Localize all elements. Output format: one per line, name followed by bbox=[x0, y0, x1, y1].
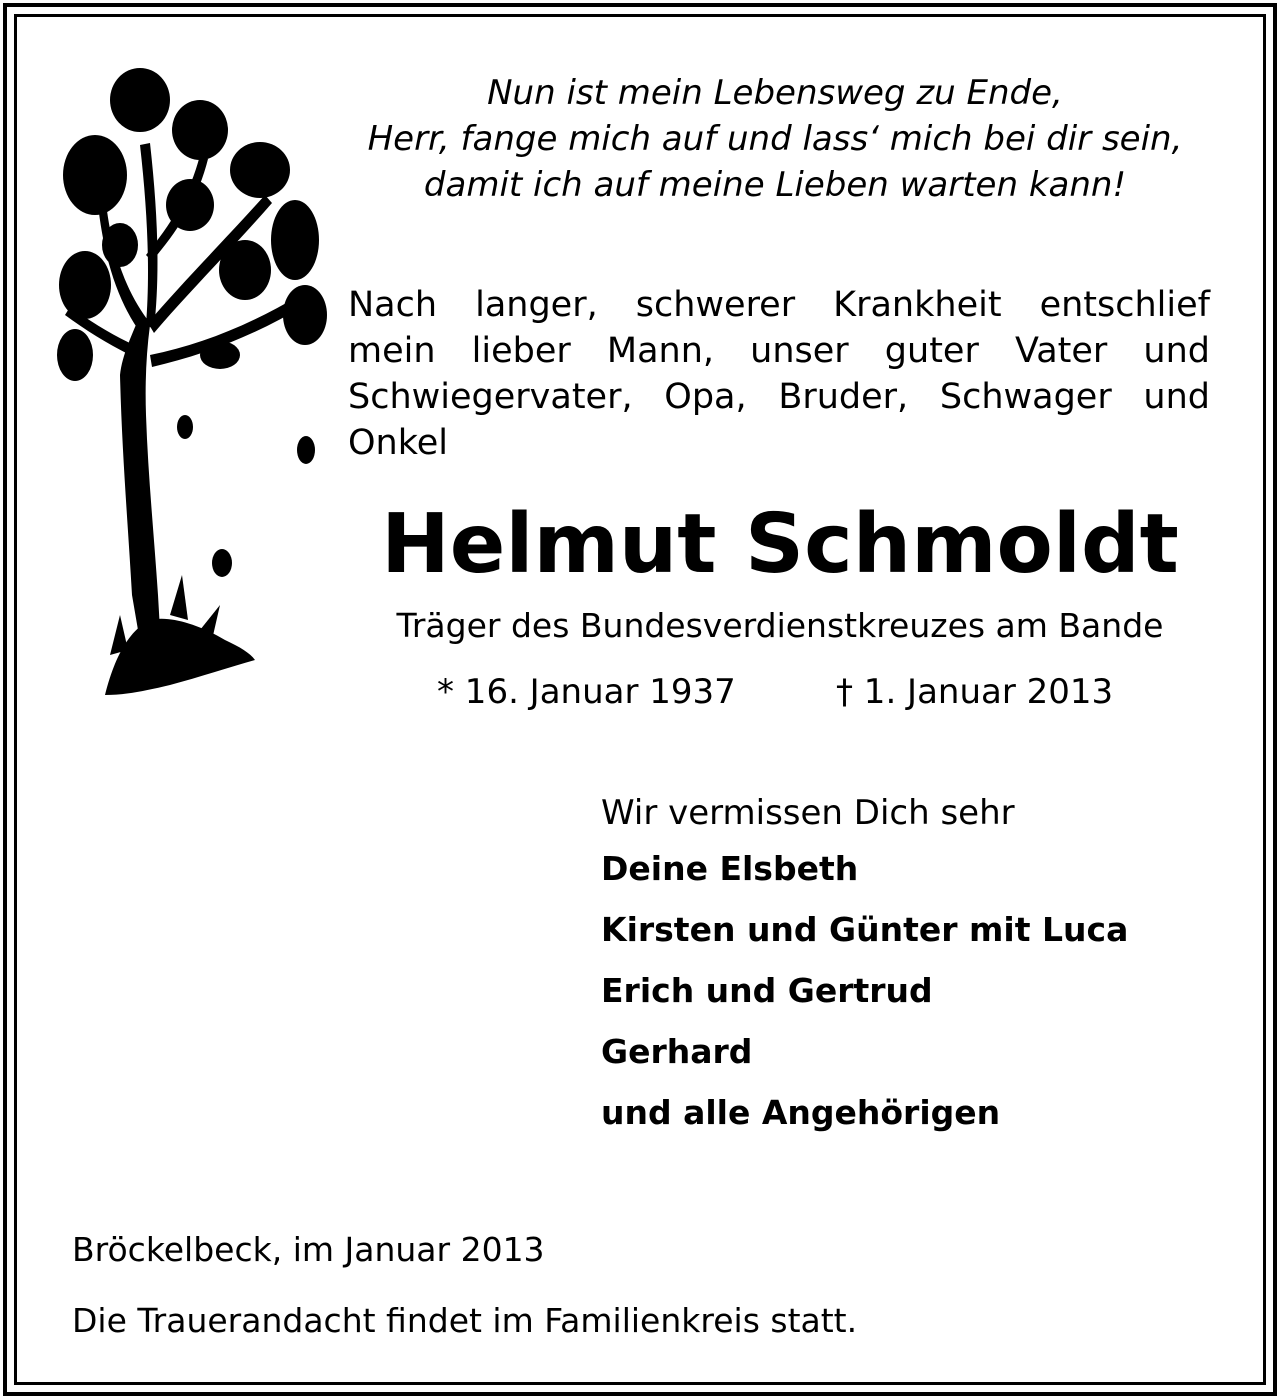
place-date: Bröckelbeck, im Januar 2013 bbox=[72, 1230, 545, 1269]
death-date: † 1. Januar 2013 bbox=[836, 672, 1114, 712]
verse bbox=[340, 70, 1210, 208]
intro-line: Onkel bbox=[348, 423, 449, 463]
verse-line: Nun ist mein Lebensweg zu Ende, bbox=[487, 73, 1063, 113]
intro-text bbox=[348, 282, 1210, 466]
service-note: Die Trauerandacht findet im Familienkreis statt. bbox=[72, 1301, 858, 1340]
mourner-name: Deine Elsbeth bbox=[601, 849, 859, 888]
mourner-name: Gerhard bbox=[601, 1032, 753, 1071]
mourner-name: und alle Angehörigen bbox=[601, 1093, 1001, 1132]
verse-line: damit ich auf meine Lieben warten kann! bbox=[423, 165, 1127, 205]
intro-line: Schwiegervater, Opa, Bruder, Schwager und bbox=[348, 377, 1210, 417]
mourners-block bbox=[601, 788, 1241, 1143]
miss-line: Wir vermissen Dich sehr bbox=[601, 793, 1015, 833]
intro-line: Nach langer, schwerer Krankheit entschlief bbox=[348, 285, 1210, 325]
verse-line: Herr, fange mich auf und lass‘ mich bei dir sein, bbox=[367, 119, 1183, 159]
tree-silhouette-icon bbox=[50, 55, 340, 705]
birth-date: * 16. Januar 1937 bbox=[437, 672, 736, 712]
deceased-name: Helmut Schmoldt bbox=[381, 497, 1179, 592]
mourner-name: Kirsten und Günter mit Luca bbox=[601, 910, 1129, 949]
honor-line: Träger des Bundesverdienstkreuzes am Bande bbox=[396, 606, 1164, 645]
intro-line: mein lieber Mann, unser guter Vater und bbox=[348, 331, 1210, 371]
mourner-name: Erich und Gertrud bbox=[601, 971, 933, 1010]
